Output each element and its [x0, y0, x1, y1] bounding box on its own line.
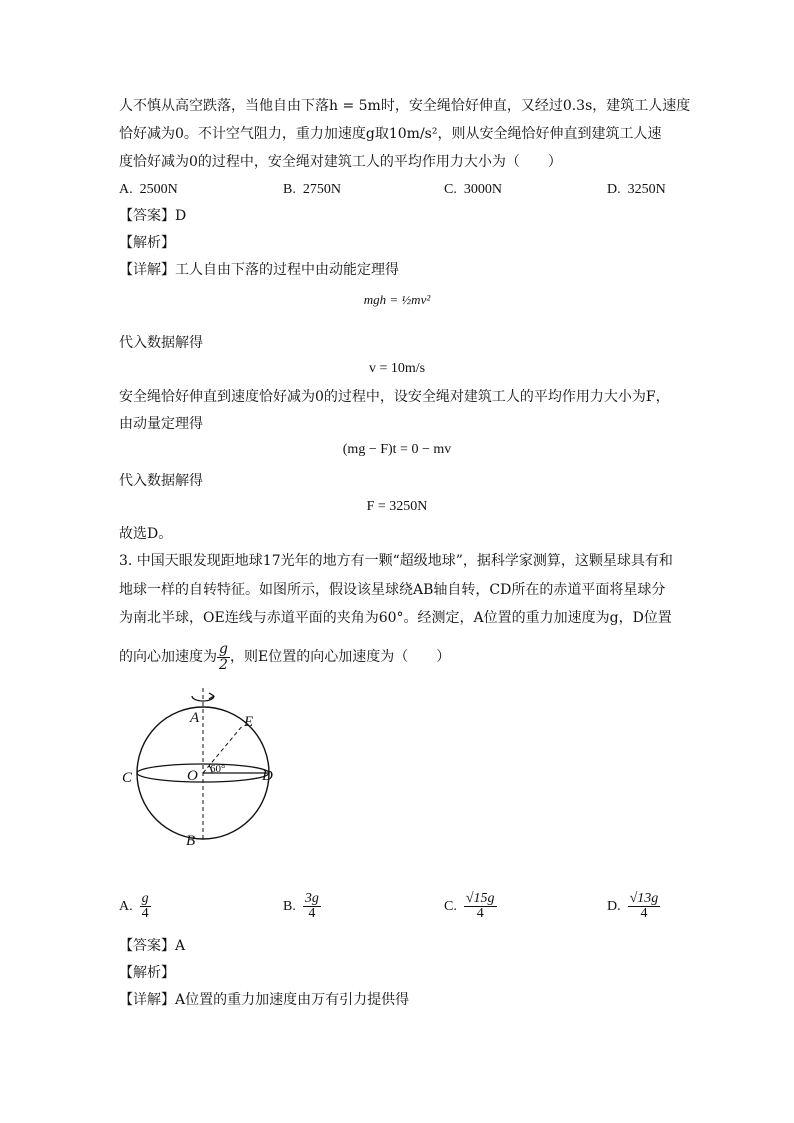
label-e: E: [244, 714, 254, 730]
q2-answer: 【答案】D: [119, 208, 187, 224]
label-o: O: [187, 768, 198, 784]
q3-option-b: B. $\frac{3g}{4}$: [283, 890, 319, 922]
q3-text-line-2: 地球一样的自转特征。如图所示，假设该星球绕AB轴自转，CD所在的赤道平面将星球分: [119, 582, 666, 598]
label-a: A: [190, 710, 200, 726]
q2-equation-velocity: v = 10m/s: [368, 361, 426, 376]
q2-option-c: C. 3000N: [444, 182, 502, 197]
label-c: C: [122, 770, 133, 786]
q2-substitute-2: 代入数据解得: [119, 473, 203, 489]
q2-option-b: B. 2750N: [283, 182, 341, 197]
q3-text-line-3: 为南北半球，OE连线与赤道平面的夹角为60°。经测定，A位置的重力加速度为g，D位置: [119, 610, 672, 626]
q2-text-line-2: 恰好减为0。不计空气阻力，重力加速度g取10m/s²，则从安全绳恰好伸直到建筑工人速: [119, 126, 662, 142]
q3-option-c: C. $\frac{√15g}{4}$: [444, 890, 495, 922]
q2-text-line-1: 人不慎从高空跌落，当他自由下落h = 5m时，安全绳恰好伸直，又经过0.3s，建筑工人速度: [119, 98, 691, 114]
label-d: D: [262, 768, 273, 784]
q2-text-line-3: 度恰好减为0的过程中，安全绳对建筑工人的平均作用力大小为（ ）: [119, 154, 562, 170]
q3-option-a: A. $\frac{g}{4}$: [119, 890, 149, 922]
q2-substitute-1: 代入数据解得: [119, 335, 203, 351]
label-angle: 60°: [210, 763, 226, 775]
q2-analysis-heading: 【解析】: [119, 235, 175, 251]
q3-answer: 【答案】A: [119, 938, 186, 954]
q3-text-line-4: 的向心加速度为 $\frac{g}{2}$ ，则E位置的向心加速度为（ ）: [119, 640, 451, 673]
q3-option-d: D. $\frac{√13g}{4}$: [607, 890, 659, 922]
q2-option-d: D. 3250N: [607, 182, 666, 197]
sphere-diagram: [110, 682, 310, 852]
q3-text-line-1: 3. 中国天眼发现距地球17光年的地方有一颗“超级地球”，据科学家测算，这颗星球具有和: [119, 553, 673, 569]
label-b: B: [186, 833, 196, 849]
q2-text-momentum-2: 由动量定理得: [119, 416, 203, 432]
q2-detail: 【详解】工人自由下落的过程中由动能定理得: [119, 262, 399, 278]
q2-text-momentum-1: 安全绳恰好伸直到速度恰好减为0的过程中，设安全绳对建筑工人的平均作用力大小为F，: [119, 389, 670, 405]
q3-analysis-heading: 【解析】: [119, 965, 175, 981]
q2-equation-energy: mgh = ½mv²: [363, 292, 431, 307]
q2-equation-force: F = 3250N: [366, 499, 428, 514]
q3-fraction-g-over-2: $\frac{g}{2}$: [219, 640, 228, 673]
q3-detail: 【详解】A位置的重力加速度由万有引力提供得: [119, 992, 410, 1008]
q2-option-a: A. 2500N: [119, 182, 178, 197]
q2-equation-momentum: (mg − F)t = 0 − mv: [342, 442, 452, 457]
q2-conclusion: 故选D。: [119, 526, 173, 542]
